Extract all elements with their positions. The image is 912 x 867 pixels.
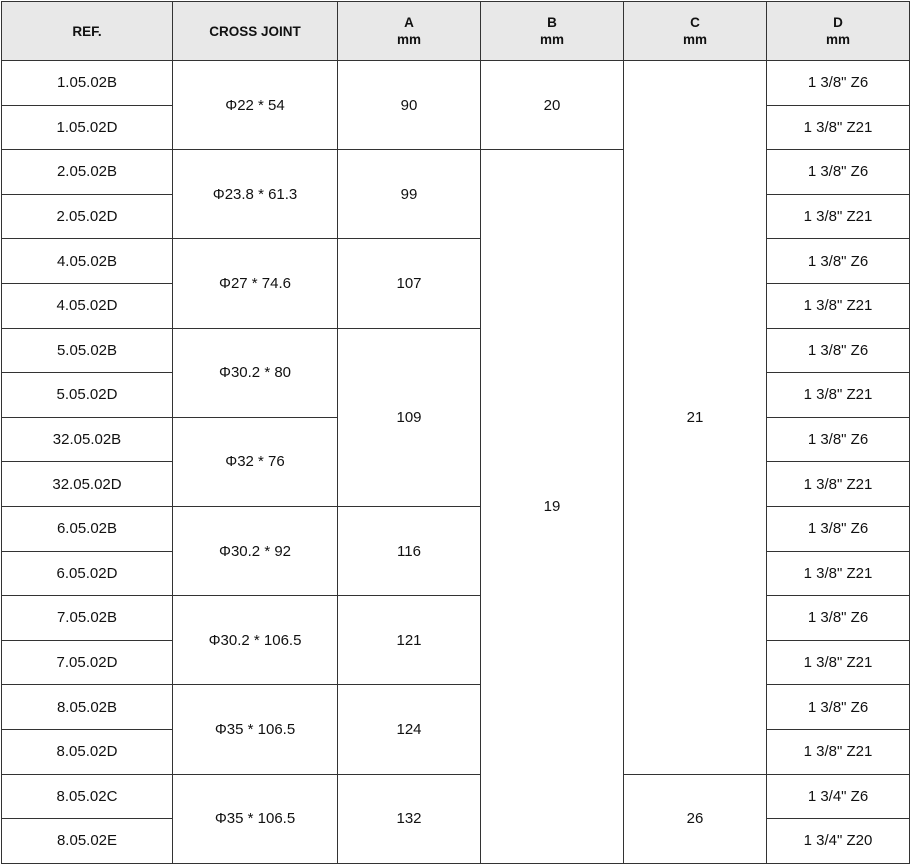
ref-cell: 2.05.02B bbox=[2, 150, 173, 195]
d-cell: 1 3/8" Z21 bbox=[767, 640, 910, 685]
d-cell: 1 3/8" Z21 bbox=[767, 283, 910, 328]
ref-cell: 5.05.02D bbox=[2, 373, 173, 418]
ref-cell: 4.05.02B bbox=[2, 239, 173, 284]
cross-joint-cell: Φ22 * 54 bbox=[173, 61, 338, 150]
a-cell: 132 bbox=[338, 774, 481, 863]
cross-joint-cell: Φ30.2 * 92 bbox=[173, 506, 338, 595]
ref-cell: 2.05.02D bbox=[2, 194, 173, 239]
header-c bbox=[624, 2, 767, 61]
ref-cell: 6.05.02D bbox=[2, 551, 173, 596]
c-cell: 21 bbox=[624, 61, 767, 775]
d-cell: 1 3/8" Z21 bbox=[767, 194, 910, 239]
ref-cell: 7.05.02D bbox=[2, 640, 173, 685]
ref-cell: 8.05.02D bbox=[2, 729, 173, 774]
header-c-unit: mm bbox=[682, 32, 707, 47]
ref-cell: 32.05.02B bbox=[2, 417, 173, 462]
ref-cell: 6.05.02B bbox=[2, 506, 173, 551]
d-cell: 1 3/8" Z21 bbox=[767, 729, 910, 774]
table-row bbox=[2, 150, 910, 195]
table-row bbox=[2, 774, 910, 819]
ref-cell: 32.05.02D bbox=[2, 462, 173, 507]
ref-cell: 8.05.02C bbox=[2, 774, 173, 819]
header-d-unit: mm bbox=[825, 32, 850, 47]
ref-cell: 4.05.02D bbox=[2, 283, 173, 328]
a-cell: 107 bbox=[338, 239, 481, 328]
d-cell: 1 3/8" Z6 bbox=[767, 328, 910, 373]
d-cell: 1 3/8" Z6 bbox=[767, 417, 910, 462]
cross-joint-cell: Φ35 * 106.5 bbox=[173, 685, 338, 774]
d-cell: 1 3/8" Z6 bbox=[767, 685, 910, 730]
d-cell: 1 3/8" Z6 bbox=[767, 150, 910, 195]
cross-joint-cell: Φ32 * 76 bbox=[173, 417, 338, 506]
a-cell: 99 bbox=[338, 150, 481, 239]
table-row bbox=[2, 506, 910, 551]
cross-joint-cell: Φ30.2 * 80 bbox=[173, 328, 338, 417]
ref-cell: 8.05.02E bbox=[2, 819, 173, 864]
ref-cell: 8.05.02B bbox=[2, 685, 173, 730]
header-a-unit: mm bbox=[396, 32, 421, 47]
d-cell: 1 3/8" Z21 bbox=[767, 462, 910, 507]
a-cell: 121 bbox=[338, 596, 481, 685]
ref-cell: 1.05.02B bbox=[2, 61, 173, 106]
table-row bbox=[2, 328, 910, 373]
table-row bbox=[2, 685, 910, 730]
cross-joint-cell: Φ30.2 * 106.5 bbox=[173, 596, 338, 685]
header-d bbox=[767, 2, 910, 61]
a-cell: 124 bbox=[338, 685, 481, 774]
d-cell: 1 3/8" Z21 bbox=[767, 551, 910, 596]
header-a bbox=[338, 2, 481, 61]
header-cross-joint: CROSS JOINT bbox=[173, 2, 338, 61]
header-b bbox=[481, 2, 624, 61]
header-ref: REF. bbox=[2, 2, 173, 61]
d-cell: 1 3/8" Z21 bbox=[767, 373, 910, 418]
d-cell: 1 3/8" Z6 bbox=[767, 506, 910, 551]
header-b-letter: B bbox=[547, 15, 557, 30]
cross-joint-cell: Φ35 * 106.5 bbox=[173, 774, 338, 863]
b-cell: 20 bbox=[481, 61, 624, 150]
a-cell: 109 bbox=[338, 328, 481, 506]
table-row bbox=[2, 596, 910, 641]
ref-cell: 7.05.02B bbox=[2, 596, 173, 641]
b-cell: 19 bbox=[481, 150, 624, 864]
header-c-letter: C bbox=[690, 15, 700, 30]
d-cell: 1 3/4" Z20 bbox=[767, 819, 910, 864]
header-d-letter: D bbox=[833, 15, 843, 30]
cross-joint-cell: Φ23.8 * 61.3 bbox=[173, 150, 338, 239]
dimensions-table bbox=[1, 1, 910, 864]
d-cell: 1 3/8" Z6 bbox=[767, 61, 910, 106]
header-row bbox=[2, 2, 910, 61]
d-cell: 1 3/8" Z6 bbox=[767, 596, 910, 641]
header-b-unit: mm bbox=[539, 32, 564, 47]
d-cell: 1 3/8" Z6 bbox=[767, 239, 910, 284]
a-cell: 90 bbox=[338, 61, 481, 150]
ref-cell: 1.05.02D bbox=[2, 105, 173, 150]
header-a-letter: A bbox=[404, 15, 414, 30]
table-row bbox=[2, 239, 910, 284]
c-cell: 26 bbox=[624, 774, 767, 863]
ref-cell: 5.05.02B bbox=[2, 328, 173, 373]
d-cell: 1 3/8" Z21 bbox=[767, 105, 910, 150]
a-cell: 116 bbox=[338, 506, 481, 595]
table-row bbox=[2, 61, 910, 106]
d-cell: 1 3/4" Z6 bbox=[767, 774, 910, 819]
cross-joint-cell: Φ27 * 74.6 bbox=[173, 239, 338, 328]
